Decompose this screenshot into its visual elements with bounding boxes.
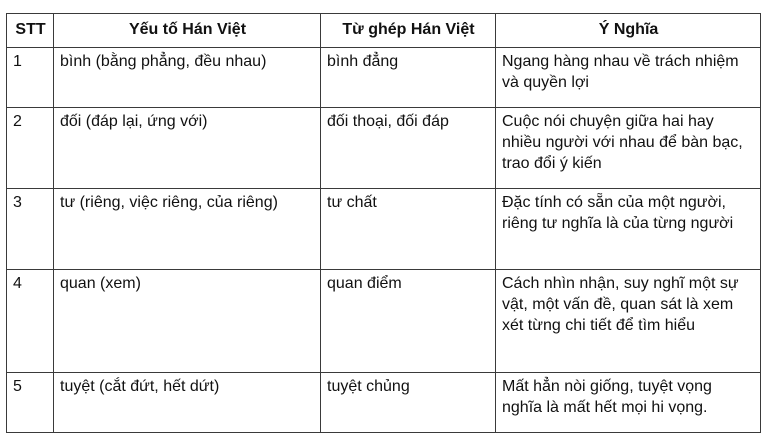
cell-tu-ghep: bình đẳng	[321, 48, 496, 108]
cell-yeu-to: quan (xem)	[54, 270, 321, 373]
header-tu-ghep: Từ ghép Hán Việt	[321, 14, 496, 48]
cell-stt: 2	[7, 108, 54, 189]
cell-y-nghia: Cách nhìn nhận, suy nghĩ một sự vật, một vấn đề, quan sát là xem xét từng chi tiết để tìm hiểu	[496, 270, 761, 373]
header-y-nghia: Ý Nghĩa	[496, 14, 761, 48]
cell-yeu-to: tuyệt (cắt đứt, hết dứt)	[54, 373, 321, 433]
cell-y-nghia: Cuộc nói chuyện giữa hai hay nhiều người với nhau để bàn bạc, trao đổi ý kiến	[496, 108, 761, 189]
cell-y-nghia: Đặc tính có sẵn của một người, riêng tư nghĩa là của từng người	[496, 189, 761, 270]
cell-y-nghia: Mất hẳn nòi giống, tuyệt vọng nghĩa là mất hết mọi hi vọng.	[496, 373, 761, 433]
cell-tu-ghep: đối thoại, đối đáp	[321, 108, 496, 189]
cell-yeu-to: bình (bằng phẳng, đều nhau)	[54, 48, 321, 108]
cell-tu-ghep: tuyệt chủng	[321, 373, 496, 433]
cell-yeu-to: đối (đáp lại, ứng với)	[54, 108, 321, 189]
table-row	[7, 270, 761, 373]
table-row	[7, 189, 761, 270]
cell-yeu-to: tư (riêng, việc riêng, của riêng)	[54, 189, 321, 270]
table-row	[7, 373, 761, 433]
cell-stt: 5	[7, 373, 54, 433]
cell-stt: 3	[7, 189, 54, 270]
header-yeu-to: Yếu tố Hán Việt	[54, 14, 321, 48]
cell-tu-ghep: quan điểm	[321, 270, 496, 373]
cell-y-nghia: Ngang hàng nhau về trách nhiệm và quyền lợi	[496, 48, 761, 108]
header-stt: STT	[7, 14, 54, 48]
table-row	[7, 48, 761, 108]
han-viet-table	[6, 13, 761, 433]
table-row	[7, 108, 761, 189]
table-header-row	[7, 14, 761, 48]
cell-stt: 1	[7, 48, 54, 108]
cell-stt: 4	[7, 270, 54, 373]
han-viet-table-container	[6, 13, 761, 433]
cell-tu-ghep: tư chất	[321, 189, 496, 270]
